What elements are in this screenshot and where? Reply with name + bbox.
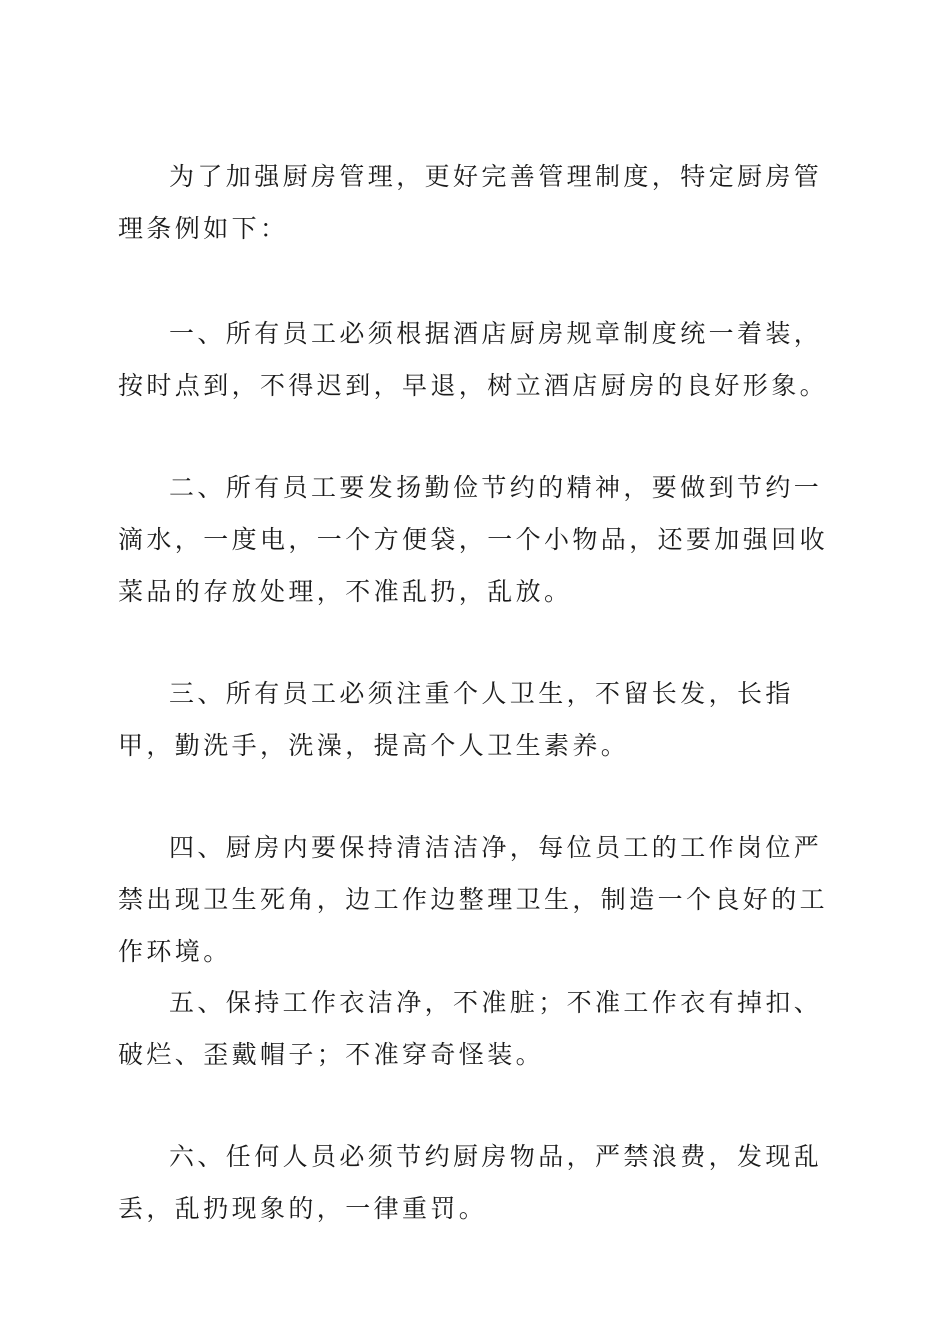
intro-paragraph: 为了加强厨房管理，更好完善管理制度，特定厨房管理条例如下：: [118, 162, 823, 243]
rule-paragraph-6: 六、任何人员必须节约厨房物品，严禁浪费，发现乱丢，乱扔现象的，一律重罚。: [118, 1142, 823, 1223]
rule-paragraph-5: 五、保持工作衣洁净，不准脏；不准工作衣有掉扣、破烂、歪戴帽子；不准穿奇怪装。: [118, 988, 823, 1069]
rule-paragraph-4: 四、厨房内要保持清洁洁净，每位员工的工作岗位严禁出现卫生死角，边工作边整理卫生，制造一个良好的工作环境。: [118, 833, 829, 966]
rule-paragraph-2: 二、所有员工要发扬勤俭节约的精神，要做到节约一滴水，一度电，一个方便袋，一个小物品，还要加强回收菜品的存放处理，不准乱扔，乱放。: [118, 473, 829, 606]
rule-paragraph-1: 一、所有员工必须根据酒店厨房规章制度统一着装，按时点到，不得迟到，早退，树立酒店厨房的良好形象。: [118, 319, 829, 400]
rule-paragraph-3: 三、所有员工必须注重个人卫生，不留长发，长指甲，勤洗手，洗澡，提高个人卫生素养。: [118, 679, 794, 760]
